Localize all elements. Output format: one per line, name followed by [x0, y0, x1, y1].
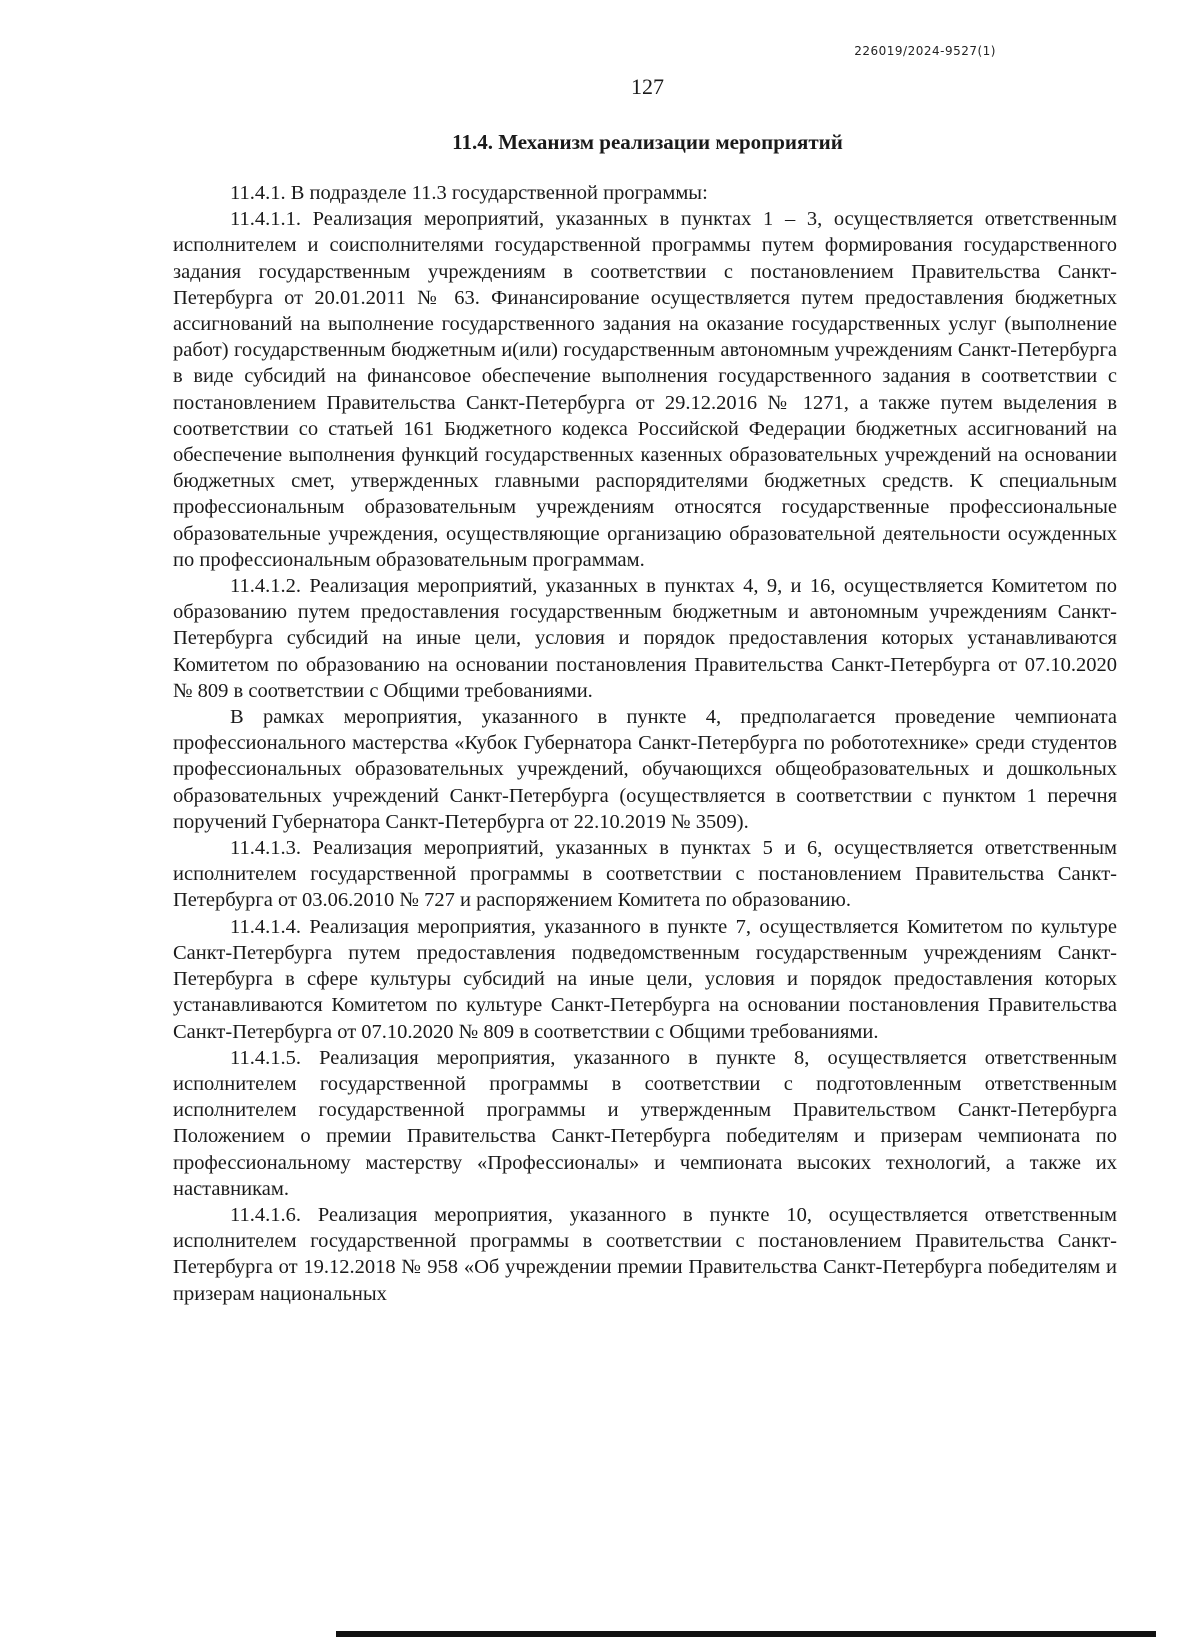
scan-bottom-edge [336, 1631, 1156, 1637]
paragraph-robotics-cup: В рамках мероприятия, указанного в пункте 4, предполагается проведение чемпионата профессионального мастерства «Кубок Губернатора Санкт-Петербурга по робототехнике» среди студентов профессиональных образовательных учреждений, обучающихся общеобразовательных и дошкольных образовательных учреждений Санкт-Петербурга (осуществляется в соответствии с пунктом 1 перечня поручений Губернатора Санкт-Петербурга от 22.10.2019 № 3509). [173, 706, 1117, 833]
paragraph-11-4-1-4: 11.4.1.4. Реализация мероприятия, указанного в пункте 7, осуществляется Комитетом по культуре Санкт-Петербурга путем предоставления подведомственным государственным учреждениям Санкт-Петербурга в сфере культуры субсидий на иные цели, условия и порядок предоставления которых устанавливаются Комитетом по культуре Санкт-Петербурга на основании постановления Правительства Санкт-Петербурга от 07.10.2020 № 809 в соответствии с Общими требованиями. [173, 915, 1117, 1043]
paragraph-11-4-1-3: 11.4.1.3. Реализация мероприятий, указанных в пунктах 5 и 6, осуществляется ответственным исполнителем государственной программы в соответствии с постановлением Правительства Санкт-Петербурга от 03.06.2010 № 727 и распоряжением Комитета по образованию. [173, 837, 1117, 912]
paragraph-11-4-1-1: 11.4.1.1. Реализация мероприятий, указанных в пунктах 1 – 3, осуществляется ответственным исполнителем и соисполнителями государственной программы путем формирования государственного задания государственным учреждениям в соответствии с постановлением Правительства Санкт-Петербурга от 20.01.2011 № 63. Финансирование осуществляется путем предоставления бюджетных ассигнований на выполнение государственного задания на оказание государственных услуг (выполнение работ) государственным бюджетным и(или) государственным автономным учреждениям Санкт-Петербурга в виде субсидий на финансовое обеспечение выполнения государственного задания в соответствии с постановлением Правительства Санкт-Петербурга от 29.12.2016 № 1271, а также путем выделения в соответствии со статьей 161 Бюджетного кодекса Российской Федерации бюджетных ассигнований на обеспечение выполнения функций государственных казенных образовательных учреждений на основании бюджетных смет, утвержденных главными распорядителями бюджетных средств. К специальным профессиональным образовательным учреждениям относятся государственные профессиональные образовательные учреждения, осуществляющие организацию образовательной деятельности осужденных по профессиональным образовательным программам. [173, 208, 1117, 571]
paragraph-11-4-1-6: 11.4.1.6. Реализация мероприятия, указанного в пункте 10, осуществляется ответственным исполнителем государственной программы в соответствии с постановлением Правительства Санкт-Петербурга от 19.12.2018 № 958 «Об учреждении премии Правительства Санкт-Петербурга победителям и призерам национальных [173, 1203, 1117, 1305]
page-number: 127 [631, 74, 664, 99]
paragraph-11-4-1-2: 11.4.1.2. Реализация мероприятий, указанных в пунктах 4, 9, и 16, осуществляется Комитетом по образованию путем предоставления государственным бюджетным и автономным учреждениям Санкт-Петербурга субсидий на иные цели, условия и порядок предоставления которых устанавливаются Комитетом по образованию на основании постановления Правительства Санкт-Петербурга от 07.10.2020 № 809 в соответствии с Общими требованиями. [173, 575, 1117, 702]
paragraph-11-4-1: 11.4.1. В подразделе 11.3 государственной программы: [230, 182, 708, 204]
registration-number: 226019/2024-9527(1) [854, 44, 996, 58]
document-body [173, 180, 1117, 1307]
paragraph-11-4-1-5: 11.4.1.5. Реализация мероприятия, указанного в пункте 8, осуществляется ответственным исполнителем государственной программы в соответствии с подготовленным ответственным исполнителем государственной программы и утвержденным Правительством Санкт-Петербурга Положением о премии Правительства Санкт-Петербурга победителям и призерам чемпионата по профессиональному мастерству «Профессионалы» и чемпионата высоких технологий, а также их наставникам. [173, 1046, 1117, 1200]
section-title: 11.4. Механизм реализации мероприятий [452, 130, 843, 154]
